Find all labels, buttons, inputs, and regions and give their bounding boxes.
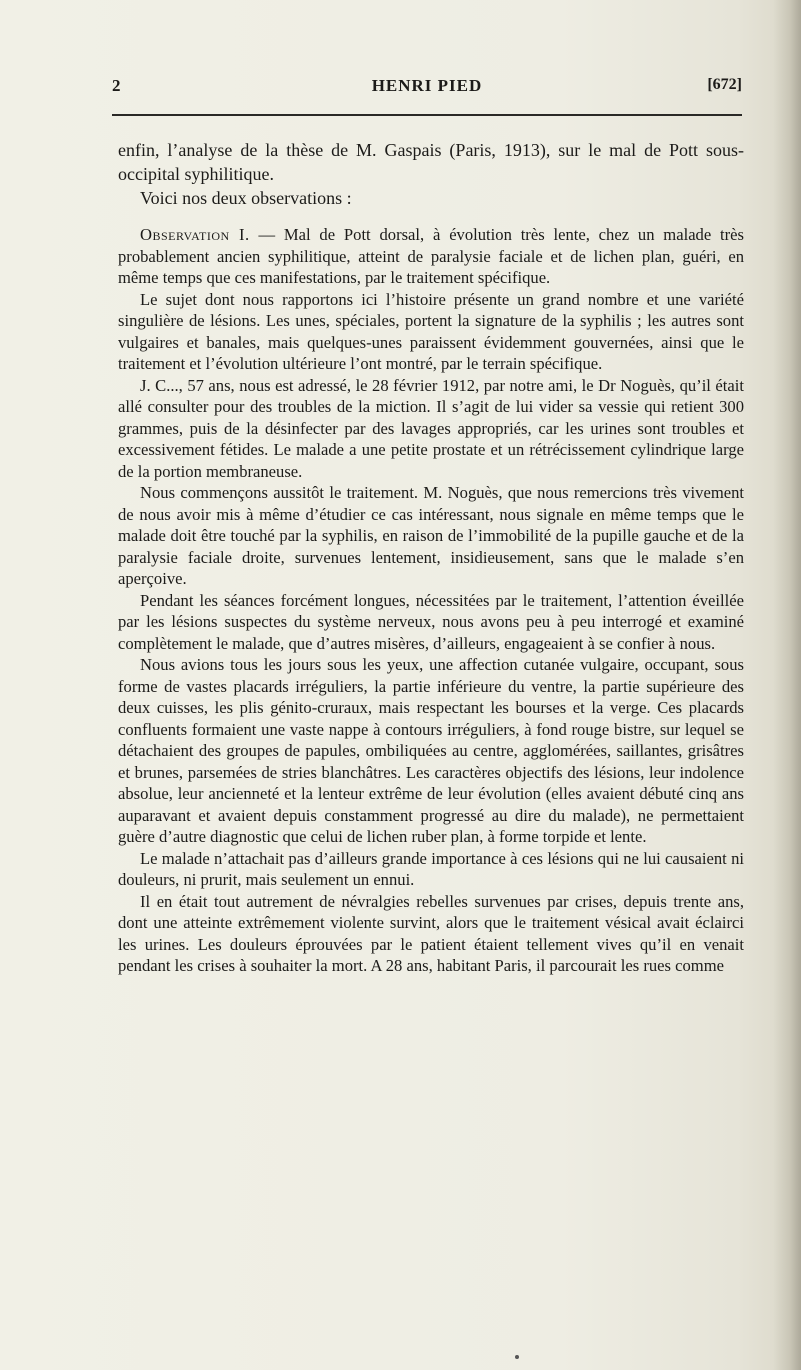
observation-label: Observation I. [140,225,250,244]
intro-paragraph [118,138,744,210]
print-speck [515,1355,519,1359]
paragraph: Le sujet dont nous rapportons ici l’histoire présente un grand nombre et une variété singulière de lésions. Les unes, spéciales, portent la signature de la syphilis ; les autres sont vulgaires et banales, mais quelques-unes paraissent évidemment gouvernées, ainsi que le traitement et l’évolution ultérieure l’ont montré, par le terrain spécifique. [118,289,744,373]
paragraph: Nous avions tous les jours sous les yeux, une affection cutanée vulgaire, occupant, sous forme de vastes placards irréguliers, la partie inférieure du ventre, la partie supérieure des deux cuisses, les plis génito-cruraux, mais respectant les bourses et la verge. Ces placards confluents formaient une vaste nappe à contours irréguliers, à fond rouge bistre, sur lequel se détachaient des groupes de papules, ombiliquées au centre, agglomérées, saillantes, grisâtres et brunes, parsemées de stries blanchâtres. Les caractères objectifs des lésions, leur indolence absolue, leur ancienneté et la lenteur extrême de leur évolution (elles avaient débuté cinq ans auparavant et avaient depuis constamment progressé au dire du malade), ne permettaient guère d’autre diagnostic que celui de lichen ruber plan, à forme torpide et lente. [118,655,744,846]
observation-title: — Mal de Pott dorsal, à évolution très lente, chez un malade très probablement ancien syphilitique, atteint de paralysie faciale et de lichen plan, guéri, en même temps que ces manifestations, par le traitement spécifique. [118,225,744,287]
page-number: 2 [112,76,121,95]
paragraph: Pendant les séances forcément longues, nécessitées par le traitement, l’attention éveillée par les lésions suspectes du système nerveux, nous avons peu à peu interrogé et examiné complètement le malade, que d’autres misères, d’ailleurs, engageaient à se confier à nous. [118,590,744,653]
intro-lead: Voici nos deux observations : [140,188,352,208]
running-head: HENRI PIED [371,76,483,95]
intro-line: enfin, l’analyse de la thèse de M. Gaspais (Paris, 1913), sur le mal de Pott sous-occipital syphilitique. [118,140,744,184]
paragraph: Nous commençons aussitôt le traitement. M. Noguès, que nous remercions très vivement de nous avoir mis à même d’étudier ce cas intéressant, nous signale en même temps que le malade doit être touché par la syphilis, en raison de l’immobilité de la pupille gauche et de la paralysie faciale droite, survenues lentement, insidieusement, sans que le malade s’en aperçoive. [118,483,744,588]
page-edge-shadow [773,0,801,1370]
header-rule [112,114,742,116]
paragraph: Il en était tout autrement de névralgies rebelles survenues par crises, depuis trente ans, dont une atteinte extrêmement violente survint, alors que le traitement vésical avait éclairci les urines. Les douleurs éprouvées par le patient étaient tellement vives qu’il en venait pendant les crises à souhaiter la mort. A 28 ans, habitant Paris, il parcourait les rues comme [118,891,744,975]
paragraph: J. C..., 57 ans, nous est adressé, le 28 février 1912, par notre ami, le Dr Noguès, qu’il était allé consulter pour des troubles de la miction. Il s’agit de lui vider sa vessie qui retient 300 grammes, puis de la désinfecter par des lavages appropriés, car les urines sont troubles et excessivement fétides. Le malade a une petite prostate et un rétrécissement cylindrique large de la portion membraneuse. [118,375,744,481]
paragraph: Le malade n’attachait pas d’ailleurs grande importance à ces lésions qui ne lui causaient ni douleurs, ni prurit, mais seulement un ennui. [118,848,744,889]
article-id: [672] [707,76,742,93]
page-header [112,76,742,106]
observation-heading [118,224,744,289]
body-text [118,138,744,977]
